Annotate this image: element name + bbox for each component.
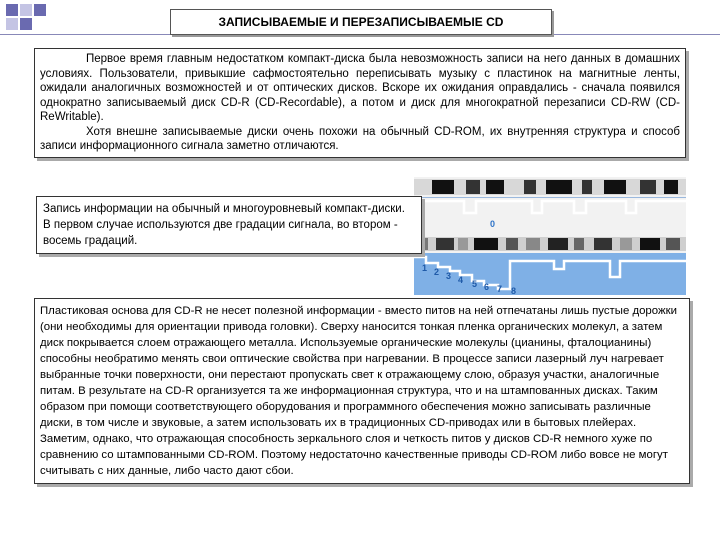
intro-paragraph-2: Хотя внешне записываемые диски очень похожи на обычный CD-ROM, их внутренняя структура и способ записи информационного сигнала заметно отличаются.: [40, 125, 680, 152]
figure-caption: Запись информации на обычный и многоуровневый компакт-диски. В первом случае используются две градации сигнала, во втором - восемь градаций.: [36, 196, 422, 254]
multilevel-signal-area: [414, 253, 686, 295]
level-label-1: 1: [422, 263, 428, 273]
page-title: ЗАПИСЫВАЕМЫЕ И ПЕРЕЗАПИСЫВАЕМЫЕ CD: [170, 9, 552, 35]
body-text-box: Пластиковая основа для CD-R не несет полезной информации - вместо питов на ней отпечатаны лишь пустые дорожки (они необходимы для ориентации привода головки). Сверху наносится тонкая пленка органических молекул, а затем диск покрывается слоем отражающего металла. Используемые органические молекулы (цианины, фталоцианины) способны необратимо менять свои оптические свойства при нагревании. В процессе записи лазерный луч нагревает выбранные точки поверхности, они перестают пропускать свет к отражающему слою, образуя участки, аналогичные питам. В результате на CD-R организуется та же информационная структура, что и на штампованных дисках. Таким образом при помощи соответствующего оборудования и программного обеспечения можно записывать различные диски, в том числе и звуковые, а затем использовать их в традиционных CD-приводах или в бытовых плейерах. Заметим, однако, что отражающая способность зеркального слоя и четкость питов у дисков CD-R немного хуже по сравнению со штампованными CD-ROM. Поэтому недостаточно качественные приводы CD-ROM либо вовсе не могут считывать с них данные, либо часто дают сбои.: [34, 298, 690, 484]
level-label-8: 8: [511, 286, 517, 295]
pit-strip-top: [414, 179, 686, 195]
level-label-7: 7: [497, 284, 503, 294]
level-label-6: 6: [484, 282, 490, 292]
level-label-4: 4: [458, 275, 464, 285]
level-label-5: 5: [472, 279, 478, 289]
signal-figure: [414, 177, 686, 295]
intro-paragraph-1: Первое время главным недостатком компакт-диска была невозможность записи на него данных в домашних условиях. Пользователи, привыкшие сафмостоятельно переписывать музыку с пластинок на магнитные ленты, ожидали аналогичных возможностей и от оптических дисков. Вскоре их ожидания оправдались - сначала появился однократно записываемый диск CD-R (CD-Recordable), а потом и диск для многократной перезаписи CD-RW (CD-ReWritable).: [40, 53, 680, 123]
level-label-3: 3: [446, 271, 452, 281]
signal-label-0: 0: [490, 219, 496, 229]
level-label-2: 2: [434, 267, 440, 277]
intro-text-box: [34, 48, 686, 158]
pit-strip-bottom: [414, 237, 686, 251]
